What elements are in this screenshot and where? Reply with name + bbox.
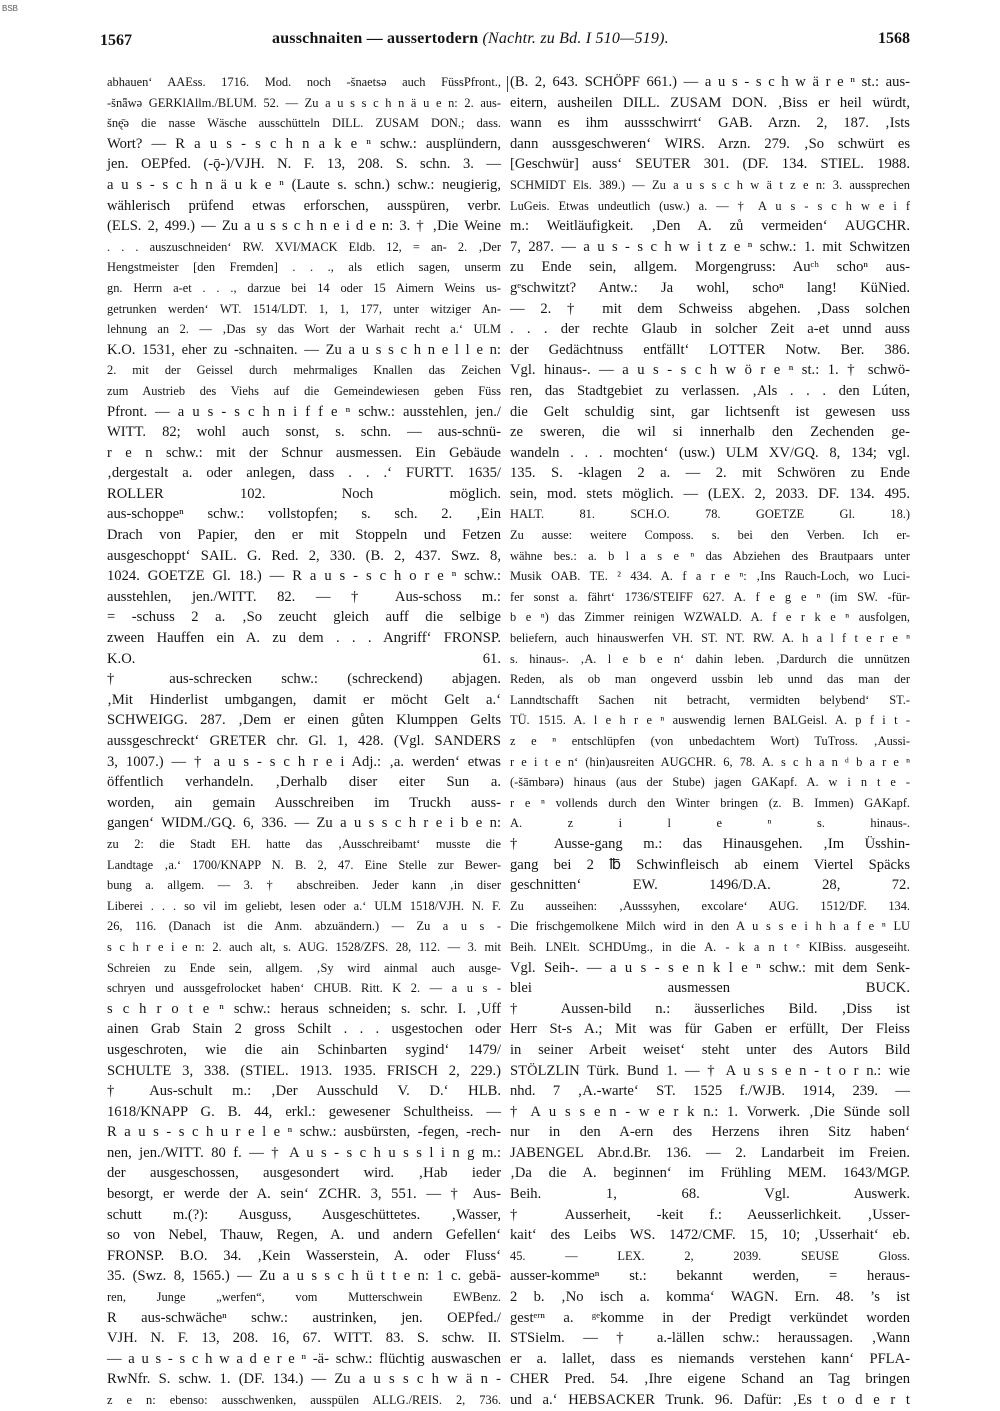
text-line: gn. Herrn a-et . . ., darzue bei 14 oder 15 Aimern Weins us- — [107, 280, 501, 295]
text-line: kait‘ des Leibs WS. 1472/CMF. 15, 10; ‚Usserhait‘ eb. — [510, 1227, 910, 1244]
running-title-main: ausschnaiten — aussertodern — [272, 30, 479, 47]
text-line: [Geschwür] auss‘ SEUTER 301. (DF. 134. STIEL. 1988. — [510, 156, 910, 173]
text-line: † A u s s e n - w e r k n.: 1. Vorwerk. ‚Die Sünde soll — [510, 1103, 910, 1120]
text-line: LuGeis. Etwas undeutlich (usw.) a. — † A u s - s c h w e i f — [510, 198, 910, 213]
text-line: zu 2: die Stadt EH. hatte das ‚Ausschreibamt‘ musste die — [107, 836, 501, 851]
text-line: = -schuss 2 a. ‚So zeucht gleich auff die selbige — [107, 609, 501, 626]
text-line: Zu ausseihen: ‚Ausssyhen, excolare‘ AUG. 1512/DF. 134. — [510, 898, 910, 913]
text-line: s c h r o t e ⁿ schw.: heraus schneiden; s. schr. I. ‚Uff — [107, 1000, 501, 1017]
text-line: nhd. 7 ‚A.-warte‘ ST. 1525 f./WJB. 1914, 239. — — [510, 1083, 910, 1100]
text-line: TÜ. 1515. A. l e h r e ⁿ auswendig lernen BALGeisl. A. p f i t - — [510, 713, 910, 728]
text-line: zu Ende sein, allgem. Morgengruss: Auᶜʰ schoⁿ aus- — [510, 259, 910, 276]
text-line: SCHULTE 3, 338. (STIEL. 1913. 1935. FRISCH 2, 229.) — [107, 1062, 501, 1079]
text-line: schutt m.(?): Ausguss, Ausgeschüttetes. ‚Wasser, — [107, 1206, 501, 1223]
page-number-right: 1568 — [878, 30, 910, 47]
column-divider — [507, 76, 508, 92]
text-line: 2 b. ‚No isch a. komma‘ WAGN. Ern. 48. ’s ist — [510, 1289, 910, 1306]
text-line: so von Nebel, Thauw, Regen, A. und andern Gefellen‘ — [107, 1227, 501, 1244]
text-line: der ausgeschossen, ausgesondert wird. ‚Hab ieder — [107, 1165, 501, 1182]
text-line: WITT. 82; wohl auch sonst, s. schn. — aus-schnü- — [107, 424, 501, 441]
text-line: Schreien zu Ende sein, allgem. ‚Sy wird ainmal auch ausge- — [107, 960, 501, 975]
text-line: er a. lallet, dass es niemands verstehen kann‘ PFLA- — [510, 1350, 910, 1367]
text-line: 2. mit der Geissel durch mehrmaliges Knallen das Zeichen — [107, 363, 501, 378]
text-line: r e i t e n‘ (hin)ausreiten AUGCHR. 6, 78. A. s c h a n ᵈ b a r e ⁿ — [510, 754, 910, 769]
text-line: nen, jen./WITT. 80 f. — † A u s - s c h u s s l i n g m.: — [107, 1144, 501, 1161]
text-line: die Gelt schuldig sint, gar lichtsenft ist gewesen uss — [510, 403, 910, 420]
text-line: -šnǟwə GERKlAllm./BLUM. 52. — Zu a u s s c h n ä u e n: 2. aus- — [107, 95, 501, 110]
text-line: fer sonst a. fährt‘ 1736/STEIFF 627. A. f e g e ⁿ (im SW. -für- — [510, 589, 910, 604]
text-line: ze sweren, die wil si innerhalb den Zechenden ge- — [510, 424, 910, 441]
text-line: Beih. 1, 68. Vgl. Auswerk. — [510, 1186, 910, 1203]
text-line: in seiner Arbeit weiset‘ steht unter des Autors Bild — [510, 1041, 910, 1058]
text-line: Pfront. — a u s - s c h n i f f e ⁿ schw.: ausstehlen, jen./ — [107, 403, 501, 420]
text-line: beliefern, auch hinauswerfen VH. ST. NT. RW. A. h a l f t e r e ⁿ — [510, 631, 910, 646]
text-line: nur in den A-ern des Herzens ihren Sitz haben‘ — [510, 1124, 910, 1141]
text-line: R a u s - s c h u r e l e ⁿ schw.: ausbürsten, -fegen, -rech- — [107, 1124, 501, 1141]
text-line: Herr St-s A.; Mit was für Gaben er erfüllt, Der Fleiss — [510, 1021, 910, 1038]
text-line: besorgt, er werde der A. sein‘ ZCHR. 3, 551. — † Aus- — [107, 1186, 501, 1203]
text-line: z e n: ebenso: ausschwenken, ausspülen ALLG./REIS. 2, 736. — [107, 1393, 501, 1407]
text-line: — a u s - s c h w a d e r e ⁿ -ä- schw.: flüchtig auswaschen — [107, 1350, 501, 1367]
text-line: a u s - s c h n ä u k e ⁿ (Laute s. schn.) schw.: neugierig, — [107, 176, 501, 193]
text-line: CHER Pred. 54. ‚Ihre eigene Schand an Tag bringen — [510, 1371, 910, 1388]
text-line: zum Austrieb des Viehs auf die Gemeindewiesen geben Füss — [107, 383, 501, 398]
text-line: 1618/KNAPP G. B. 44, erkl.: gewesener Schultheiss. — — [107, 1103, 501, 1120]
text-line: 26, 116. (Danach ist die Anm. abzuändern.) — Zu a u s - — [107, 919, 501, 934]
left-column — [107, 72, 501, 1407]
text-line: R aus-schwächeⁿ schw.: austrinken, jen. OEPfed./ — [107, 1309, 501, 1326]
library-stamp: BSB — [2, 4, 19, 13]
text-line: worden, ain gemain Ausschreiben im Truckh auss- — [107, 794, 501, 811]
text-line: Drach von Papier, den er mit Stoppeln und Fetzen — [107, 527, 501, 544]
text-line: s. hinaus-. ‚A. l e b e n‘ dahin leben. ‚Dardurch die unnützen — [510, 651, 910, 666]
text-line: sein, mod. stets möglich. — (LEX. 2, 2033. DF. 134. 495. — [510, 485, 910, 502]
text-line: getrunken werden‘ WT. 1514/LDT. 1, 1, 177, unter witziger An- — [107, 301, 501, 316]
text-line: ROLLER 102. Noch möglich. — [107, 485, 501, 502]
text-line: ausgeschoppt‘ SAIL. G. Red. 2, 330. (B. 2, 437. Swz. 8, — [107, 547, 501, 564]
text-line: gᵉschwitzt? Antw.: Ja wohl, schoⁿ lang! KüNied. — [510, 279, 910, 296]
text-line: zween Hauffen ein A. zu dem . . . Angriff‘ FRONSP. — [107, 630, 501, 647]
text-line: RwNfr. S. schw. 1. (DF. 134.) — Zu a u s s c h w ä n - — [107, 1371, 501, 1388]
text-line: r e n schw.: mit der Schnur ausmessen. Ein Gebäude — [107, 444, 501, 461]
text-line: ren, Junge „werfen“, vom Mutterschwein EWBenz. — [107, 1290, 501, 1305]
text-line: 3, 1007.) — † a u s - s c h r e i Adj.: ‚a. werden‘ etwas — [107, 753, 501, 770]
text-line: Lanndtschafft Sachen nit betracht, vermidten belybend‘ ST.- — [510, 692, 910, 707]
text-line: Hengstmeister [den Fremden] . . ., als etlich sagen, unserm — [107, 260, 501, 275]
text-line: † Ausserheit, -keit f.: Aeusserlichkeit. ‚Usser- — [510, 1206, 910, 1223]
text-line: Liberei . . . so vil im geliebt, lesen oder a.‘ ULM 1518/VJH. N. F. — [107, 898, 501, 913]
text-line: geschnitten‘ EW. 1496/D.A. 28, 72. — [510, 877, 910, 894]
text-line: 135. S. -klagen 2 a. — 2. mit Schwören zu Ende — [510, 465, 910, 482]
text-line: STSielm. — † a.-lällen schw.: heraussagen. ‚Wann — [510, 1330, 910, 1347]
text-line: aussgeschreckt‘ GRETER chr. Gl. 1, 428. (Vgl. SANDERS — [107, 733, 501, 749]
text-line: Die frischgemolkene Milch wird in den A u s s e i h h a f e ⁿ LU — [510, 919, 910, 934]
text-line: bung a. allgem. — 3. † abschreiben. Jeder kann ‚in diser — [107, 878, 501, 893]
text-line: — 2. † mit dem Schweiss abgehen. ‚Dass solchen — [510, 300, 910, 317]
running-title — [272, 30, 669, 48]
text-line: FRONSP. B.O. 34. ‚Kein Wasserstein, A. oder Fluss‘ — [107, 1247, 501, 1264]
text-line: Zu ausse: weitere Composs. s. bei den Verben. Ich er- — [510, 528, 910, 543]
text-line: 7, 287. — a u s - s c h w i t z e ⁿ schw.: 1. mit Schwitzen — [510, 238, 910, 255]
text-line: šnę̄ə die nasse Wäsche ausschütteln DILL. ZUSAM DON.; dass. — [107, 116, 501, 131]
text-line: (-šāmbərə) hinaus (aus der Stube) jagen GAKapf. A. w i n t e - — [510, 775, 910, 790]
text-line: VJH. N. F. 13, 208. 16, 67. WITT. 83. S. schw. II. — [107, 1330, 501, 1347]
text-line: Vgl. hinaus-. — a u s - s c h w ö r e ⁿ st.: 1. † schwö- — [510, 362, 910, 379]
text-line: Beih. LNElt. SCHDUmg., in die A. - k a n t ᵉ KIBiss. ausgeseiht. — [510, 939, 910, 954]
text-line: . . . auszuschneiden‘ RW. XVI/MACK Eldb. 12, = an- 2. ‚Der — [107, 239, 501, 254]
text-line: (ELS. 2, 499.) — Zu a u s s c h n e i d e n: 3. † ‚Die Weine — [107, 218, 501, 235]
text-line: Wort? — R a u s - s c h n a k e ⁿ schw.: ausplündern, — [107, 135, 501, 152]
text-line: abhauen‘ AAEss. 1716. Mod. noch -šnaetsə auch FüssPfront., — [107, 75, 501, 89]
text-line: gangen‘ WIDM./GQ. 6, 336. — Zu a u s s c h r e i b e n: — [107, 815, 501, 832]
text-line: (B. 2, 643. SCHÖPF 661.) — a u s - s c h w ä r e ⁿ st.: aus- — [510, 74, 910, 90]
text-line: Musik OAB. TE. ² 434. A. f a r e ⁿ: ‚Ins Rauch-Loch, wo Luci- — [510, 569, 910, 584]
text-line: † Ausse-gang m.: das Hinausgehen. ‚Im Üsshin- — [510, 835, 910, 852]
text-line: HALT. 81. SCH.O. 78. GOETZE Gl. 18.) — [510, 507, 910, 522]
text-line: 35. (Swz. 8, 1565.) — Zu a u s s c h ü t t e n: 1 c. gebä- — [107, 1268, 501, 1285]
text-line: wähne bes.: a. b l a s e ⁿ das Abziehen des Brautpaars unter — [510, 548, 910, 563]
text-line: b e ⁿ) das Zimmer reinigen WZWALD. A. f e r k e ⁿ ausfolgen, — [510, 610, 910, 625]
text-line: jen. OEPfed. (-ǭ-)/VJH. N. F. 13, 208. S. schn. 3. — — [107, 156, 501, 173]
text-line: schryen und aussgefrolocket haben‘ CHUB. Ritt. K 2. — a u s - — [107, 981, 501, 996]
text-line: gang bei 2 ℔ Schwinfleisch ab einem Viertel Späcks — [510, 856, 910, 873]
text-line: der Gedächtnuss entfällt‘ LOTTER Notw. Ber. 386. — [510, 341, 910, 358]
text-line: ausser-kommeⁿ st.: bekannt werden, = heraus- — [510, 1268, 910, 1285]
text-line: † Aus-schult m.: ‚Der Ausschuld V. D.‘ HLB. — [107, 1083, 501, 1100]
text-line: SCHWEIGG. 287. ‚Dem er einen gůten Klumppen Gelts — [107, 712, 501, 729]
running-title-note: (Nachtr. zu Bd. I 510—519). — [482, 30, 669, 47]
text-line: dann aussgeschweren‘ WIRS. Arzn. 279. ‚So schwürt es — [510, 135, 910, 152]
right-column — [510, 72, 910, 1408]
text-line: aus-schoppeⁿ schw.: vollstopfen; s. sch. 2. ‚Ein — [107, 506, 501, 523]
text-line: A. z i l e ⁿ s. hinaus-. — [510, 816, 910, 831]
text-line: 1024. GOETZE Gl. 18.) — R a u s - s c h o r e ⁿ schw.: — [107, 568, 501, 585]
text-line: † Aussen-bild n.: äusserliches Bild. ‚Diss ist — [510, 1000, 910, 1017]
text-line: Vgl. Seih-. — a u s - s e n k l e ⁿ schw.: mit dem Senk- — [510, 959, 910, 976]
text-line: blei ausmessen BUCK. — [510, 980, 910, 997]
text-line: wann es ihm aussschwirrt‘ GAB. Arzn. 2, 187. ‚Ists — [510, 115, 910, 132]
text-line: z e ⁿ entschlüpfen (von unbedachtem Wort) TuTross. ‚Aussi- — [510, 734, 910, 748]
text-line: ren, das Stadtgebiet zu verlassen. ‚Als . . . den Lúten, — [510, 382, 910, 399]
text-line: Reden, als ob man ongeverd ussbin leb unnd das man der — [510, 672, 910, 687]
text-line: † aus-schrecken schw.: (schreckend) abjagen. — [107, 671, 501, 688]
text-line: K.O. 61. — [107, 650, 501, 667]
text-line: STÖLZLIN Türk. Bund 1. — † A u s s e n - t o r n.: wie — [510, 1062, 910, 1079]
page-number-left: 1567 — [100, 32, 132, 49]
text-line: 45. — LEX. 2, 2039. SEUSE Gloss. — [510, 1248, 910, 1263]
text-line: eitern, ausheilen DILL. ZUSAM DON. ‚Biss er heil würdt, — [510, 94, 910, 111]
text-line: K.O. 1531, eher zu -schnaiten. — Zu a u s s c h n e l l e n: — [107, 341, 501, 358]
text-line: gestᵉʳⁿ a. ᵍᵉkomme in der Predigt verkündet worden — [510, 1309, 910, 1326]
text-line: . . . der rechte Glaub in solcher Zeit a-et unnd auss — [510, 321, 910, 338]
text-line: JABENGEL Abr.d.Br. 136. — 2. Landarbeit im Freien. — [510, 1144, 910, 1161]
text-line: m.: Weitläufigkeit. ‚Den A. zů vermeiden‘ AUGCHR. — [510, 218, 910, 235]
text-line: ‚dergestalt a. oder anlegen, dass . . .‘ FURTT. 1635/ — [107, 465, 501, 482]
text-line: ‚Da die A. beginnen‘ im Frühling MEM. 1643/MGP. — [510, 1165, 910, 1182]
page-header — [100, 24, 910, 50]
text-line: usgeschroten, wie die ain Schinbarten sygind‘ 1479/ — [107, 1041, 501, 1058]
text-line: ainen Grab Stain 2 gross Schilt . . . usgestochen oder — [107, 1021, 501, 1038]
text-line: SCHMIDT Els. 389.) — Zu a u s s c h w ä t z e n: 3. aussprechen — [510, 177, 910, 192]
text-line: wählerisch prüfend etwas erforschen, ausspüren, verbr. — [107, 197, 501, 214]
text-line: ‚Mit Hinderlist umbgangen, damit er möcht Gelt a.‘ — [107, 691, 501, 708]
text-line: lehnung an 2. — ‚Das sy das Wort der Warhait recht a.‘ ULM — [107, 322, 501, 337]
text-line: und a.‘ HEBSACKER Trunk. 96. Dafür: ‚Es t o d e r t — [510, 1392, 910, 1408]
text-line: Landtage ‚a.‘ 1700/KNAPP N. B. 2, 47. Eine Stelle zur Bewer- — [107, 857, 501, 872]
text-line: s c h r e i e n: 2. auch alt, s. AUG. 1528/ZFS. 28, 112. — 3. mit — [107, 939, 501, 954]
text-line: ausstehlen, jen./WITT. 82. — † Aus-schoss m.: — [107, 588, 501, 605]
text-line: wandeln . . . mochten‘ (usw.) ULM XV/GQ. 8, 134; vgl. — [510, 444, 910, 461]
text-line: r e ⁿ vollends durch den Winter bringen (z. B. Immen) GAKapf. — [510, 795, 910, 810]
text-line: öffentlich verhandeln. ‚Derhalb diser eiter Sun a. — [107, 774, 501, 791]
